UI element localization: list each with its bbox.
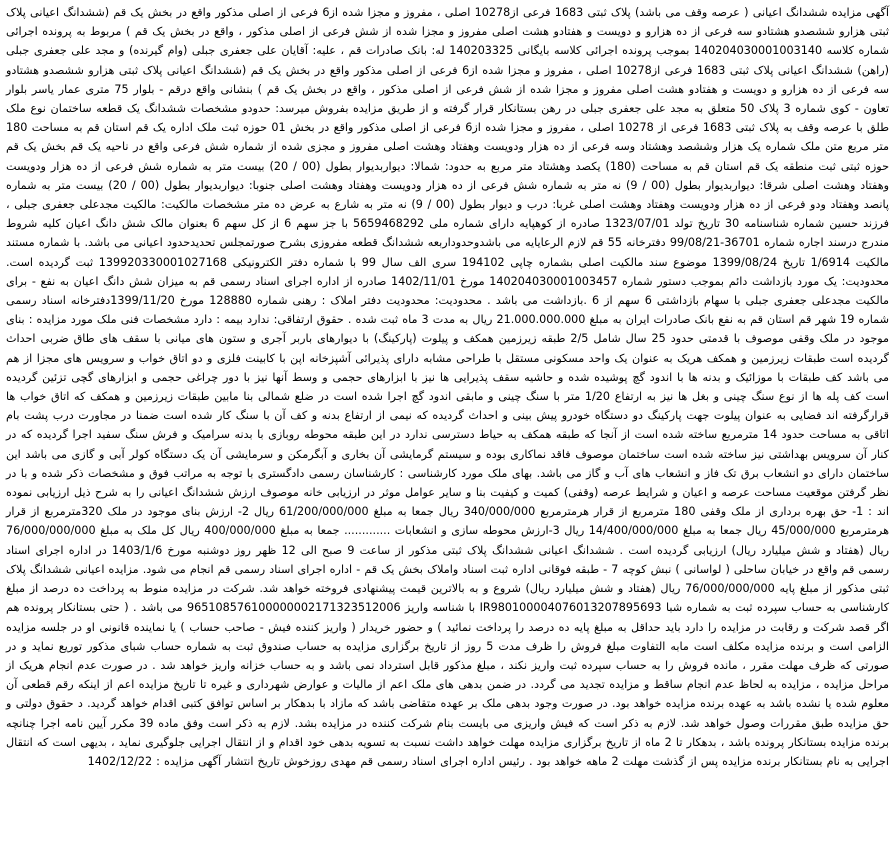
auction-notice-text: آگهی مزایده ششدانگ اعیانی ( عرصه وقف می باشد) پلاک ثبتی 1683 فرعی از10278 اصلی ، مفروز و مجزا شده از6 فرعی از اصلی مذکور واقع در بخش یک قم (ششدانگ اعیانی پلاک ثبتی هزارو ششصدو هشتادو سه فرعی از ده هزارو و دویست و هفتادو هشت اصلی مفروز و مجزا شده از شش فرعی از اصلی مذکور ، واقع در بخش یک قم ) مربوط به پرونده اجرائی شماره کلاسه 140204030001003140 بموجب پرونده اجرائی کلاسه بایگانی 140203325 له: بانک صادرات قم ، علیه: آقایان علی جعفری جبلی (وام گیرنده) و مجد علی جعفری جبلی (راهن) ششدانگ اعیانی پلاک ثبتی 1683 فرعی از10278 اصلی ، مفروز و مجزا شده از6 فرعی از اصلی مذکور واقع در بخش یک قم (ششدانگ اعیانی پلاک ثبتی هزارو ششصدو هشتادو سه فرعی از ده هزارو و دویست و هفتادو هشت اصلی مفروز و مجزا شده از شش فرعی از اصلی مذکور ، واقع در بخش یک قم ) بنشانی واقع درقم - بلوار 75 متری عمار یاسر بلوار تعاون - کوی شماره 3 پلاک 50 متعلق به مجد علی جعفری جبلی در رهن بستانکار قرار گرفته و از طریق مزایده بفروش میرسد: حدودو مشخصات ششدانگ یک قطعه ساختمان نوع ملک طلق با عرصه وقف به پلاک ثبتی 1683 فرعی از 10278 اصلی ، مفروز و مجزا شده از6 فرعی از اصلی مذکور واقع در بخش 01 حوزه ثبت ملک اداره یک قم استان قم به مساحت 180 متر مربع متن ملک شماره یک هزار وششصد وهشتاد وسه فرعی از ده هزار ودویست وهفتاد وهشت اصلی مفروز و مجزی شده از شماره شش فرعی واقع در ناحیه یک قم بخش یک قم حوزه ثبتی ثبت منطقه یک قم استان قم به مساحت (180) یکصد وهشتاد متر مربع به حدود: شمالا: دیواربدیوار بطول (00 / 20) بیست متر به شماره شش فرعی از ده هزار ودویست وهفتاد وهشت اصلی شرقا: دیواربدیوار بطول (00 / 9) نه متر به شماره شش فرعی از ده هزار ودویست وهفتاد وهشت اصلی جنوبا: دیواربدیوار بطول (00 / 20) بیست متر به شماره پانصد وهفتاد ودو فرعی از ده هزار ودویست وهفتاد وهشت اصلی غربا: درب و دیوار بطول (00 / 9) نه متر به شارع به عرض ده متر مشخصات مالکیت: مالکیت مجدعلی جعفری جبلی ، فرزند حسین شماره شناسنامه 30 تاریخ تولد 1323/07/01 صادره از کوهپایه دارای شماره ملی 5659468292 با جز سهم 6 از کل سهم 6 بعنوان مالک شش دانگ اعیان کلیه شروط مندرج درسند اجاره شماره 36701-99/08/21 دفترخانه 55 قم لازم الرعایایه می باشدوحدوداربعه ششدانگ قطعه مفروزی بشرح صورتمجلس تحدیدحدود اعیانی می باشد. با شماره مستند مالکیت 1/6914 تاریخ 1399/08/24 موضوع سند مالکیت اصلی بشماره چاپی 194102 سری الف سال 99 با شماره دفتر الکترونیکی 139920330001027168 ثبت گردیده است. محدودیت: یک مورد بازداشت دائم بموجب دستور شماره 140204030001003457 مورخ 1402/11/01 صادره از اداره اجرای اسناد رسمی قم به میزان شش دانگ اعیان به نفع - برای مالکیت مجدعلی جعفری جبلی با سهام بازداشتی 6 سهم از 6 .بازداشت می باشد . محدودیت: محدودیت دفتر املاک : رهنی شماره 128880 مورخ 1399/11/20دفترخانه اسناد رسمی شماره 19 شهر قم استان قم به نفع بانک صادرات ایران به مبلغ 21.000.000.000 ریال به مدت 3 ماه ثبت شده . حقوق ارتفاقی: ندارد بیمه : دارد مشخصات فنی ملک مورد مزایده : بنای موجود در ملک وقفی موصوف با قدمتی حدود 25 سال شامل 2/5 طبقه زیرزمین همکف و پیلوت (پارکینگ) با دیوارهای باربر آجری و ستون های میانی با سقف های طاق ضربی احداث گردیده است طبقات زیرزمین و همکف هریک به عنوان یک واحد مسکونی مستقل با طراحی مشابه دارای پذیرائی آشپزخانه اپن با کابینت فلزی و دو اتاق خواب و سرویس های مجزا از هم می باشد کف طبقات با موزائیک و بدنه ها با اندود گچ پوشیده شده و حاشیه سقف پذیرایی ها نیز با ابزارهای حجمی و وسط آنها نیز با دور چراغی حجمی و ابزارهای گچی تزئین گردیده است کف پله ها از نوع سنگ چینی و بغل ها نیز به ارتفاع 1/20 متر با سنگ چینی و مابقی اندود گچ اجرا شده است در ضلع شمالی بنا مابین طبقات زیرزمین و همکف که اتاق خواب ها قرارگرفته اند فضایی به عنوان پیلوت جهت پارکینگ دو دستگاه خودرو پیش بینی و احداث گردیده که نیمی از ارتفاع بدنه و کف آن با سنگ کار شده است ضمنا در مجاورت درب پشت بام اتاقی به مساحت حدود 14 مترمربع ساخته شده است از آنجا که طبقه همکف به حیاط دسترسی ندارد در این طبقه محوطه روبازی با بدنه سرامیک و فرش سنگ سفید اجرا گردیده که در کنار آن سرویس بهداشتی نیز ساخته شده است ساختمان موصوف فاقد نماکاری بوده و سیستم گرمایشی آن بخاری و آبگرمکن و سرمایشی آن یک دستگاه کولر آبی و گازی می باشد این ساختمان دارای دو انشعاب برق تک فاز و انشعاب های آب و گاز می باشد. بهای ملک مورد کارشناسی : کارشناسان رسمی دادگستری با توجه به مراتب فوق و مشخصات ذکر شده و با در نظر گرفتن موقعیت مساحت عرصه و اعیان و شرایط عرصه (وقفی) کمیت و کیفیت بنا و سایر عوامل موثر در ارزیابی خانه موصوف ارزش ششدانگ اعیانی را به شرح ذیل ارزیابی نموده اند : 1- حق بهره برداری از ملک وقفی 180 مترمربع از قرار هرمترمربع 340/000/000 ریال جمعا به مبلغ 61/200/000/000 ریال 2- ارزش بنای موجود در ملک 320مترمربع از قرار هرمترمربع 45/000/000 ریال جمعا به مبلغ 14/400/000/000 ریال 3-ارزش محوطه سازی و انشعابات ............. جمعا به مبلغ 400/000/000 ریال کل ملک به مبلغ 76/000/000/000 ریال (هفتاد و شش میلیارد ریال) ارزیابی گردیده است . ششدانگ اعیانی ششدانگ پلاک ثبتی مذکور از ساعت 9 صبح الی 12 ظهر روز دوشنبه مورخ 1403/1/6 در اداره اجرای اسناد رسمی قم واقع در خیابان ساحلی ( لواسانی ) نبش کوچه 7 - طبقه فوقانی اداره ثبت اسناد واملاک بخش یک قم - اداره اجرای اسناد رسمی قم انجام می شود. مزایده اعیانی ششدانگ پلاک ثبتی مذکور از مبلغ پایه 76/000/000/000 ریال (هفتاد و شش میلیارد ریال) شروع و به بالاترین قیمت پیشنهادی فروخته خواهد شد. شرکت در مزایده منوط به پرداخت ده درصد از مبلغ کارشناسی به حساب سپرده ثبت به شماره شبا IR980100004076013207895693 با شناسه واریز 965108576100000002171323512006 می باشد . ( حتی بستانکار پرونده هم اگر قصد شرکت و رقابت در مزایده را دارد باید حداقل به مبلغ پایه ده درصد را پرداخت نمائید ) و حضور خریدار ( واریز کننده فیش - صاحب حساب ) یا نماینده قانونی او در جلسه مزایده الزامی است و برنده مزایده مکلف است مابه التفاوت مبلغ فروش را ظرف مدت 5 روز از تاریخ برگزاری مزایده به حساب صندوق ثبت به شماره حساب شبای مذکور توریع نماید و در صورتی که ظرف مهلت مقرر ، مانده فروش را به حساب سپرده ثبت واریز نکند ، مبلغ مذکور قابل استرداد نمی باشد و به حساب خزانه واریز خواهد شد . در صورت عدم انجام هریک از مراحل مزایده ، مزایده به لحاظ عدم انجام ساقط و مزایده تجدید می گردد. در ضمن بدهی های ملک اعم از مالیات و عوارض شهرداری و غیره تا تاریخ مزایده اعم از اینکه رقم قطعی آن معلوم شده یا نشده باشد به عهده برنده مزایده خواهد بود. در صورت وجود بدهی ملک بر عهده متقاضی باشد که مازاد با بدهکار بر اساس توافق کتبی اقدام خواهد گردید. د حقوق دولتی و حق مزایده طبق مقررات وصول خواهد شد. لازم به ذکر است که فیش واریزی می بایست بنام شرکت کننده در مزایده بشد. لازم به ذکر است وفق ماده 39 مکرر آیین نامه اجرا چنانچه برنده مزایده بستانکار پرونده باشد ، بدهکار تا 2 ماه از تاریخ برگزاری مزایده مهلت خواهد داشت نسبت به تسویه بدهی خود اقدام و از انتقال اجرایی جلوگیری نماید ، بدیهی است که انتقال اجرایی به نام بستانکار برنده مزایده پس از گذشت مهلت 2 ماهه خواهد بود . رئیس اداره اجرای اسناد رسمی قم مهدی روزخوش تاریخ انتشار آگهی مزایده : 1402/12/22 xyxy=(6,6,890,768)
